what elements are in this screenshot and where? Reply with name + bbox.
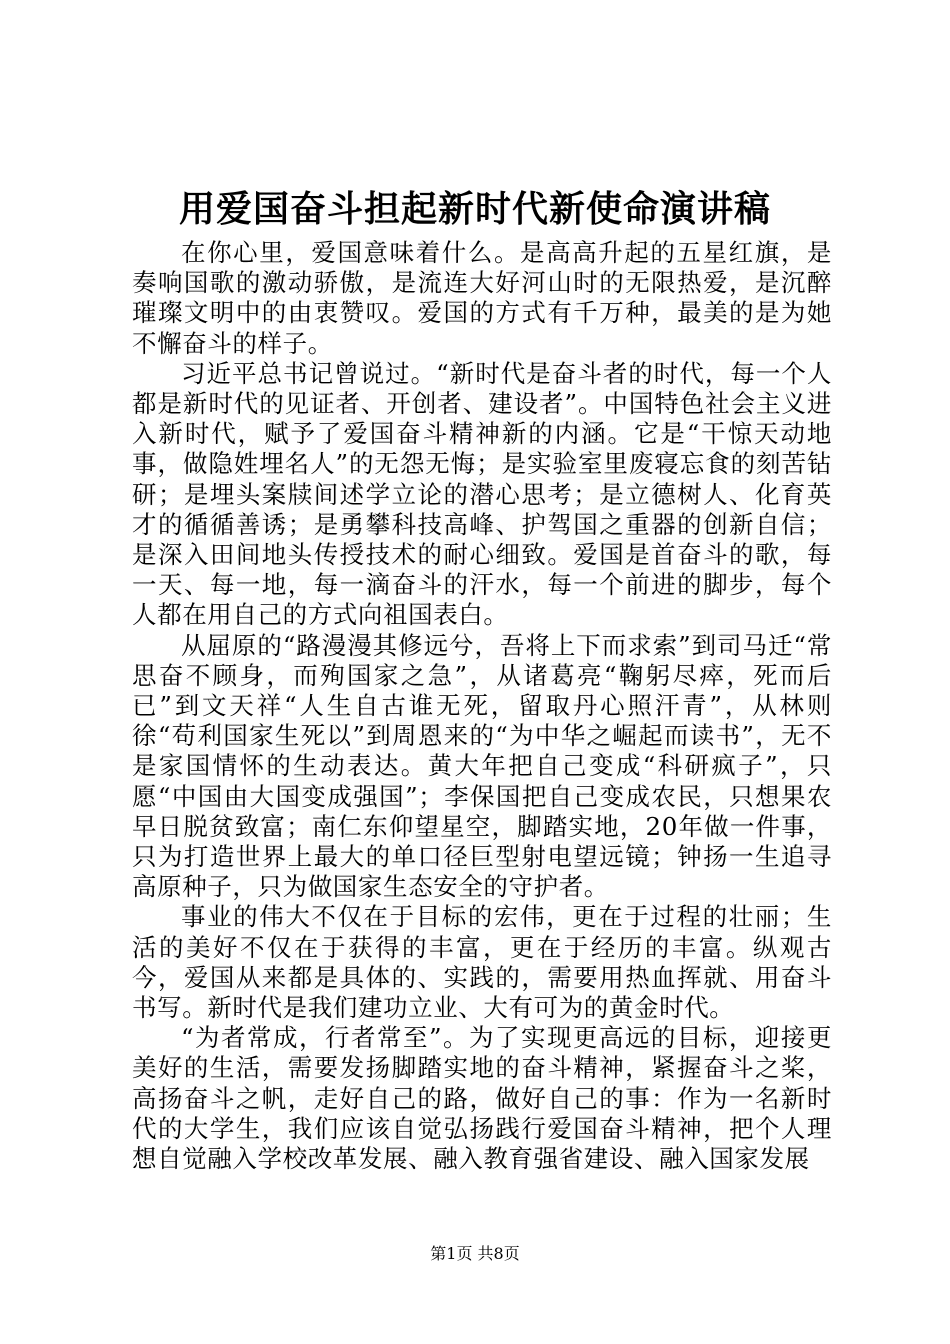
paragraph-3: 从屈原的“路漫漫其修远兮，吾将上下而求索”到司马迁“常思奋不顾身，而殉国家之急”，从诸葛亮“鞠躬尽瘁，死而后已”到文天祥“人生自古谁无死，留取丹心照汗青”，从林则徐“苟利国家生死以”到周恩来的“为中华之崛起而读书”，无不是家国情怀的生动表达。黄大年把自己变成“科研疯子”，只愿“中国由大国变成强国”；李保国把自己变成农民，只想果农早日脱贫致富；南仁东仰望星空，脚踏实地，20年做一件事，只为打造世界上最大的单口径巨型射电望远镜；钟扬一生追寻高原种子，只为做国家生态安全的守护者。 (132, 630, 832, 902)
paragraph-2: 习近平总书记曾说过。“新时代是奋斗者的时代，每一个人都是新时代的见证者、开创者、建设者”。中国特色社会主义进入新时代，赋予了爱国奋斗精神新的内涵。它是“干惊天动地事，做隐姓埋名人”的无怨无悔；是实验室里废寝忘食的刻苦钻研；是埋头案牍间述学立论的潜心思考；是立德树人、化育英才的循循善诱；是勇攀科技高峰、护驾国之重器的创新自信；是深入田间地头传授技术的耐心细致。爱国是首奋斗的歌，每一天、每一地，每一滴奋斗的汗水，每一个前进的脚步，每个人都在用自己的方式向祖国表白。 (132, 358, 832, 630)
document-body (132, 238, 832, 1174)
paragraph-4: 事业的伟大不仅在于目标的宏伟，更在于过程的壮丽；生活的美好不仅在于获得的丰富，更在于经历的丰富。纵观古今，爱国从来都是具体的、实践的，需要用热血挥就、用奋斗书写。新时代是我们建功立业、大有可为的黄金时代。 (132, 902, 832, 1023)
paragraph-1: 在你心里，爱国意味着什么。是高高升起的五星红旗，是奏响国歌的激动骄傲，是流连大好河山时的无限热爱，是沉醉璀璨文明中的由衷赞叹。爱国的方式有千万种，最美的是为她不懈奋斗的样子。 (132, 238, 832, 358)
paragraph-5: “为者常成，行者常至”。为了实现更高远的目标，迎接更美好的生活，需要发扬脚踏实地的奋斗精神，紧握奋斗之桨，高扬奋斗之帆，走好自己的路，做好自己的事：作为一名新时代的大学生，我们应该自觉弘扬践行爱国奋斗精神，把个人理想自觉融入学校改革发展、融入教育强省建设、融入国家发展 (132, 1023, 832, 1174)
document-title: 用爱国奋斗担起新时代新使命演讲稿 (178, 188, 771, 230)
page-footer (0, 1243, 950, 1265)
page-indicator: 第1页 共8页 (430, 1244, 520, 1263)
